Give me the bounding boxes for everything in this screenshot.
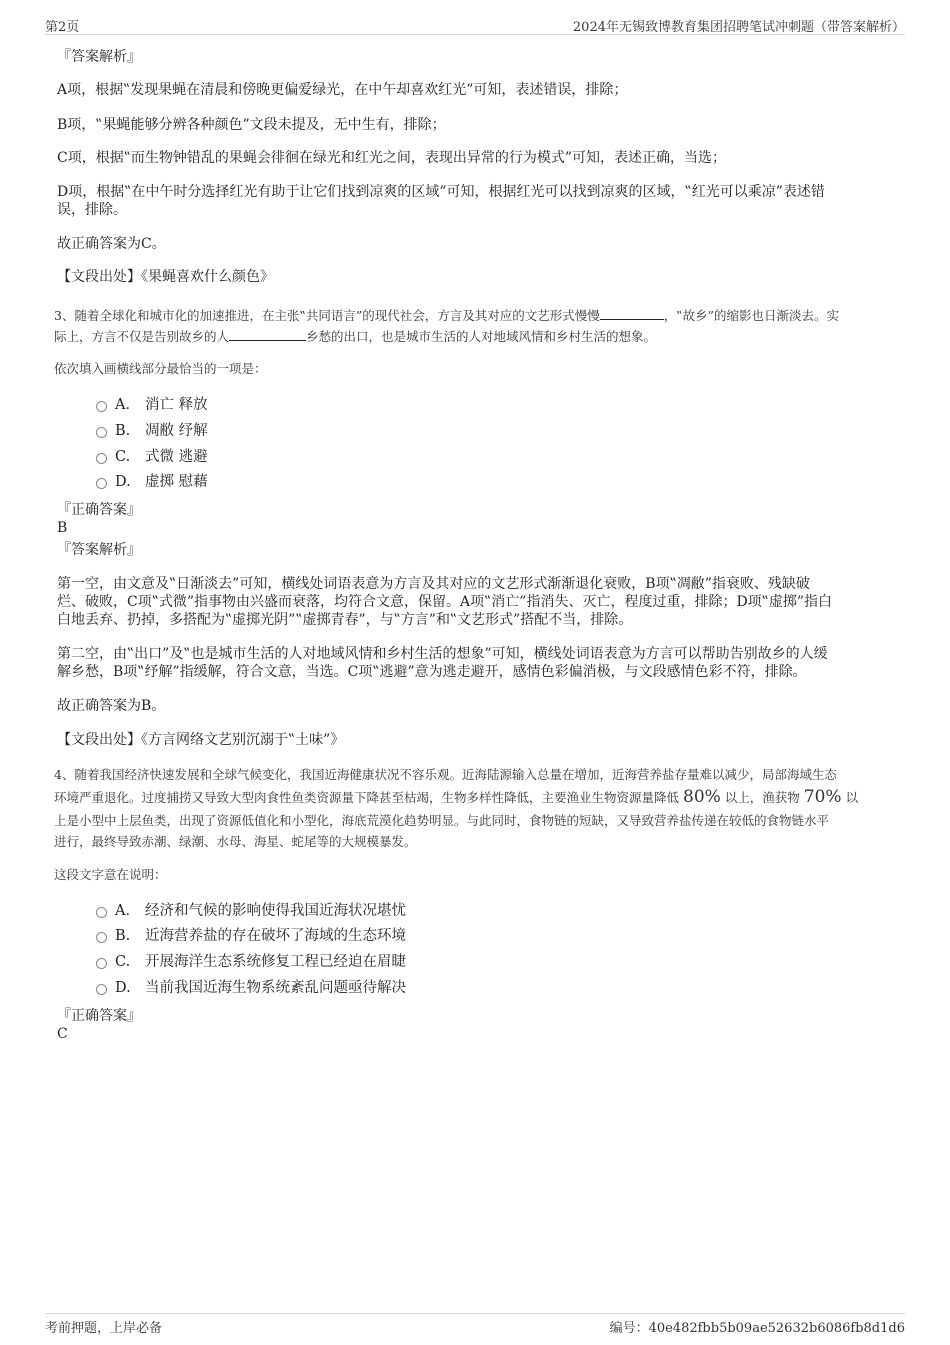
fill-blank-2 [229,327,306,341]
question-4-option-a[interactable]: A． 经济和气候的影响使得我国近海状况堪忧 [96,901,406,921]
document-id: 编号：40e482fbb5b09ae52632b6086fb8d1d6 [609,1321,905,1336]
answer-value: C [57,1026,68,1042]
conclusion-text: 故正确答案为B。 [57,698,166,714]
analysis-option-b: B项，‟果蝇能够分辨各种颜色”文段未提及，无中生有，排除； [57,117,446,133]
page-footer [45,1313,905,1336]
analysis-label: 『答案解析』 [57,542,141,558]
analysis-label: 『答案解析』 [57,49,141,65]
page-header [45,14,905,35]
radio-button[interactable] [96,932,107,943]
page-number: 第2页 [45,20,80,35]
analysis-paragraph-2-line2: 解乡愁，B项‟纾解”指缓解，符合文意，当选。C项‟逃避”意为逃走避开，感情色彩偏消极，与文段感情色彩不符，排除。 [57,664,807,680]
source-citation: 【文段出处】《果蝇喜欢什么颜色》 [57,269,274,285]
document-title: 2024年无锡致博教育集团招聘笔试冲刺题（带答案解析） [572,20,905,35]
radio-button[interactable] [96,453,107,464]
radio-button[interactable] [96,478,107,489]
answer-value: B [57,520,68,536]
analysis-paragraph-1-line2: 烂、破败，C项‟式微”指事物由兴盛而衰落，均符合文意，保留。A项‟消亡”指消失、灭亡，程度过重，排除；D项‟虚掷”指白 [57,594,832,610]
source-citation: 【文段出处】《方言网络文艺别沉溺于‟土味”》 [57,732,345,748]
question-4-line2: 环境严重退化。过度捕捞又导致大型肉食性鱼类资源量下降甚至枯竭，生物多样性降低，主要渔业生物资源量降低 80% 以上，渔获物 70% 以 [54,787,859,807]
analysis-option-a: A项，根据‟发现果蝇在清晨和傍晚更偏爱绿光，在中午却喜欢红光”可知，表述错误，排除； [57,82,628,98]
analysis-paragraph-1-line3: 白地丢弃、扔掉，多搭配为‟虚掷光阴”‟虚掷青春”，与‟方言”和‟文艺形式”搭配不当，排除。 [57,612,633,628]
radio-button[interactable] [96,401,107,412]
question-3-option-c[interactable]: C. 式微 逃避 [96,447,208,467]
radio-button[interactable] [96,958,107,969]
question-4-text [54,764,899,852]
question-4-line1: 4、随着我国经济快速发展和全球气候变化，我国近海健康状况不容乐观。近海陆源输入总量在增加，近海营养盐存量难以减少，局部海域生态 [54,767,837,782]
question-3-text [54,305,884,347]
analysis-option-d-line2: 误，排除。 [57,202,127,218]
footer-slogan: 考前押题，上岸必备 [45,1321,163,1336]
analysis-paragraph-1-line1: 第一空，由文意及‟日渐淡去”可知，横线处词语表意为方言及其对应的文艺形式渐渐退化衰败，B项‟凋敝”指衰败、残缺破 [57,576,810,592]
percentage-value: 80% [683,787,721,807]
question-4-line4: 进行，最终导致赤潮、绿潮、水母、海星、蛇尾等的大规模暴发。 [54,834,417,849]
fill-blank-1 [600,306,664,320]
analysis-option-c: C项，根据‟而生物钟错乱的果蝇会徘徊在绿光和红光之间，表现出异常的行为模式”可知，表述正确，当选； [57,150,727,166]
question-3-option-a[interactable]: A． 消亡 释放 [96,395,208,415]
radio-button[interactable] [96,427,107,438]
answer-label: 『正确答案』 [57,1008,141,1024]
question-4-option-c[interactable]: C. 开展海洋生态系统修复工程已经迫在眉睫 [96,952,406,972]
answer-label: 『正确答案』 [57,502,141,518]
question-4-prompt: 这段文字意在说明： [54,867,167,882]
question-3-prompt: 依次填入画横线部分最恰当的一项是： [54,361,267,376]
question-3-text-part2: ，‟故乡”的缩影也日渐淡去。实 [663,308,840,323]
analysis-option-d-line1: D项，根据‟在中午时分选择红光有助于让它们找到凉爽的区域”可知，根据红光可以找到凉爽的区域，‟红光可以乘凉”表述错 [57,184,825,200]
radio-button[interactable] [96,907,107,918]
question-4-option-d[interactable]: D. 当前我国近海生物系统紊乱问题亟待解决 [96,978,406,998]
question-3-text-part1: 3、随着全球化和城市化的加速推进，在主张‟共同语言”的现代社会，方言及其对应的文艺形式慢慢 [54,308,600,323]
conclusion-text: 故正确答案为C。 [57,236,166,252]
analysis-paragraph-2-line1: 第二空，由‟出口”及‟也是城市生活的人对地域风情和乡村生活的想象”可知，横线处词语表意为方言可以帮助告别故乡的人缓 [57,646,828,662]
question-4-line3: 上是小型中上层鱼类，出现了资源低值化和小型化，海底荒漠化趋势明显。与此同时，食物链的短缺，又导致营养盐传递在较低的食物链水平 [54,813,830,828]
question-3-option-d[interactable]: D. 虚掷 慰藉 [96,472,208,492]
question-3-text-part4: 乡愁的出口，也是城市生活的人对地域风情和乡村生活的想象。 [306,329,657,344]
radio-button[interactable] [96,984,107,995]
question-4-option-b[interactable]: B. 近海营养盐的存在破坏了海域的生态环境 [96,926,406,946]
question-3-text-part3: 际上，方言不仅是告别故乡的人 [54,329,230,344]
question-3-option-b[interactable]: B. 凋敝 纾解 [96,421,208,441]
percentage-value: 70% [803,787,842,807]
